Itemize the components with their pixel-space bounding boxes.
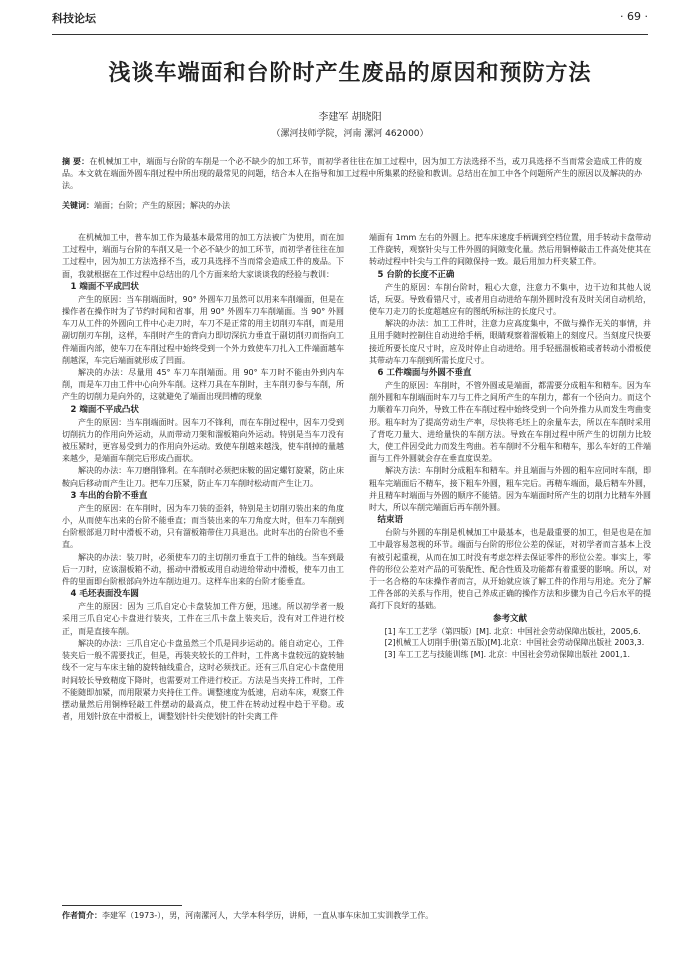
right-column	[369, 232, 651, 660]
section-name: 科技论坛	[52, 12, 96, 25]
reference-item: [2]机械工人切削手册(第五版)[M].北京：中国社会劳动保障出版社 2003,3.	[384, 638, 645, 648]
section-5-cause: 产生的原因：车削台阶时，粗心大意，注意力不集中，边干边和其他人说话，玩耍。导致看错尺寸，或者用自动进给车削外圆时没有及时关闭自动机给，使车刀走刀的长度超越应有的图纸所标注的长度尺寸。	[369, 282, 651, 317]
section-heading-3: 3 车出的台阶不垂直	[70, 490, 148, 501]
keywords	[62, 200, 642, 212]
section-heading-5: 5 台阶的长度不正确	[377, 269, 455, 280]
section-heading-6: 6 工件端面与外圆不垂直	[377, 368, 472, 379]
section-6-solution: 解决方法：车削时分成粗车和精车。并且端面与外圆的粗车应同时车削，即粗车完端面后不精车，接下粗车外圆，粗车完后。再精车端面，最后精车外圆，并且精车时端面与外圆的顺序不能错。因为车端面时所产生的切削力比精车外圆时大，所以车削完端面后再车削外圆。	[369, 466, 651, 513]
section-3-solution: 解决的办法：装刀时，必须使车刀的主切削刃垂直于工件的轴线。当车到最后一刀时，应该溜板箱不动，摇动中滑板或用自动进给带动中滑板，使车刀由工件的里面即台阶根部向外边车削边退刀。这样车出来的台阶才能垂直。	[62, 552, 344, 587]
section-5-solution: 解决的办法：加工工件时，注意力应高度集中，不做与操作无关的事情，并且用手随时控制住自动进给手柄，眼睛观察着溜板箱上的刻度尺。当刻度尺快要接近所要长度尺寸时，应及时停止自动进给。用手轻摇溜板箱或者转动小滑板使其带动车刀车削到所需长度尺寸。	[369, 319, 651, 365]
section-4-solution: 解决的办法：三爪自定心卡盘虽然三个爪是同步运动的。能自动定心，工件装夹后一般不需要找正，但是，再装夹较长的工件时，工件离卡盘较远的旋转轴线不一定与车床主轴的旋转轴线重合，这时必须找正。还有三爪自定心卡盘使用时间较长导致精度下降时，也需要对工件进行校正。方法是当夹持工件时，工件不能随即加紧，而用限紧力夹持住工件。调整速度为低速，启动车床，观察工件摆动量然后用铜棒轻敲工件摆动的最高点，使工件在转动过程中趋于平稳。或者，用划针放在中滑板上，调整划针针尖使划针的针尖离工件	[62, 638, 344, 722]
author-affiliation: （漯河技师学院，河南 漯河 462000）	[271, 129, 429, 139]
left-column	[62, 232, 344, 723]
keywords-label: 关键词：	[62, 201, 94, 210]
author-bio-label: 作者简介：	[62, 911, 102, 920]
abstract-text: 在机械加工中，端面与台阶的车削是一个必不缺少的加工环节，而初学者往往在加工过程中，因为加工方法选择不当，或刀具选择不当而常会造成工件的废品。本文就在端面外圆车削过程中所出现的最常见的问题，结合本人在指导和加工过程中所集累的经验和教训。总结出在加工中各个问题所产生的原因以及解决的办法。	[62, 157, 642, 190]
page-header	[52, 10, 648, 28]
section-3-cause: 产生的原因：在车削时，因为车刀装的歪斜，特别是主切削刃装出来的角度小，从而使车出来的台阶不能垂直；而当装出来的车刀角度大时，但车刀车削到台阶根部退刀时中滑板不动，只有溜板箱带住刀具退出。此时车出的台阶也不垂直。	[62, 503, 344, 550]
section-4-cause: 产生的原因：因为 三爪自定心卡盘装加工件方便，迅速。所以初学者一般采用三爪自定心卡盘进行装夹，工件在三爪卡盘上装夹后，没有对工件进行校正，而是直接车削。	[62, 602, 344, 636]
section-6-cause: 产生的原因：车削时，不管外圆或是端面，都需要分成粗车和精车。因为车削外圆和车削端面时车刀与工件之间所产生的车削力，都有一个径向力。而这个力顺着车刀向外，导致工件在车削过程中始终受到一个向外推力从而发生弯曲变形。粗车时为了提高劳动生产率，尽快将毛坯上的余量车去，所以在车削时采用了背吃刀量大、进给量快的车削方法。导致在车削过程中所产生的切削力比较大，使工件因受此力而发生弯曲。若车削时不分粗车和精车，那么车好的工件端面与工件外圆就会存在垂直度误差。	[369, 381, 651, 464]
page-number: · 69 ·	[620, 10, 648, 23]
header-divider	[52, 34, 648, 35]
conclusion-paragraph: 台阶与外圆的车削是机械加工中最基本，也是最重要的加工，但是也是在加工中最容易忽视的环节。端面与台阶的形位公差的保证，对初学者而言基本上没有被引起重视，从而在加工时没有考虑怎样去保证零件的形位公差。事实上，零件的形位公差对产品的可装配性、配合性质及功能都有着重要的影响。所以，对于一名合格的车床操作者而言，从开始就应该了解工件的作用与用途。充分了解工件各部的关系与作用，使自己养成正确的操作方法和步骤为自己今后水平的提高打下良好的基础。	[369, 528, 651, 611]
article-title: 浅谈车端面和台阶时产生废品的原因和预防方法	[108, 60, 592, 86]
conclusion-heading: 结束语	[377, 515, 404, 526]
keywords-text: 端面；台阶；产生的原因；解决的办法	[94, 201, 230, 210]
section-4-continued: 端面有 1mm 左右的外圆上。把车床速度手柄调到空档位置，用手转动卡盘带动工件旋转，观察针尖与工件外圆的间隙变化量。然后用铜棒敲击工件高处使其在转动过程中针尖与工件的间隙保持一致。最后用加力杆夹紧工件。	[369, 233, 651, 267]
section-2-cause: 产生的原因：当车削端面时。因车刀不锋利，而在车削过程中，因车刀受到切削抗力的作用向外运动，从而带动刀架和溜板箱向外运动。特别是当车刀没有被压紧时，更容易受到力的作用向外运动。致使车削越来越浅，使车削掉的量越来越少，是端面车削完后形成凸面状。	[62, 417, 344, 464]
section-2-solution: 解决的办法：车刀磨削锋利。在车削时必须把床鞍的固定螺钉旋紧，防止床鞍向后移动而产生让刀。把车刀压紧，防止车刀车削时松动而产生让刀。	[62, 466, 344, 488]
reference-item: [3] 车工工艺与技能训练 [M]. 北京：中国社会劳动保障出版社 2001,1.	[384, 649, 630, 659]
section-heading-4: 4 毛坯表面没车圆	[70, 589, 139, 600]
author-bio	[62, 910, 642, 921]
article-authors: 李建军 胡晓阳	[318, 112, 382, 123]
abstract	[62, 156, 642, 192]
reference-item: [1] 车工工艺学（第四版）[M]. 北京：中国社会劳动保障出版社，2005,6.	[384, 626, 641, 636]
section-1-cause: 产生的原因：当车削端面时，90° 外圆车刀虽然可以用来车削端面，但是在操作者在操作时为了节约时间和省事，用 90° 外圆车刀车削端面。当 90° 外圆车刀从工件的外圆向工件中心走刀时，车刀不是正常的用主切削刃车削，而是用副切削刃车削，这样，车削时产生的背向力即切深抗力垂直于副切削刃而指向工件端面内部，使车刀在车削过程中始终受到一个外力致使车刀扎入工件端面越车削越深，车完后端面就形成了凹面。	[62, 294, 344, 365]
intro-paragraph: 在机械加工中，普车加工作为最基本最常用的加工方法被广为使用，而在加工过程中，端面与台阶的车削又是一个必不缺少的加工环节，而初学者往往在加工过程中，因为加工方法选择不当，或刀具选择不当而常会造成工件的废品。下面，我就根据在工作过程中总结出的几个方面来给大家谈谈我的经验与教训：	[62, 233, 344, 279]
references-heading: 参考文献	[492, 613, 527, 624]
section-heading-1: 1 端面不平成凹状	[70, 281, 139, 292]
footnote-divider	[62, 905, 182, 906]
abstract-label: 摘 要：	[62, 157, 90, 166]
author-bio-text: 李建军（1973-），男，河南漯河人，大学本科学历，讲师，一直从事车床加工实训教学工作。	[102, 911, 434, 920]
section-heading-2: 2 端面不平成凸状	[70, 404, 139, 415]
section-1-solution: 解决的办法：尽量用 45° 车刀车削端面。用 90° 车刀时不能由外到内车削，而是车刀由工件中心向外车削。这样刀具在车削时，主车削刃参与车削，所产生的切削力是向外的，这就避免了端面出现凹槽的现象	[62, 368, 344, 402]
